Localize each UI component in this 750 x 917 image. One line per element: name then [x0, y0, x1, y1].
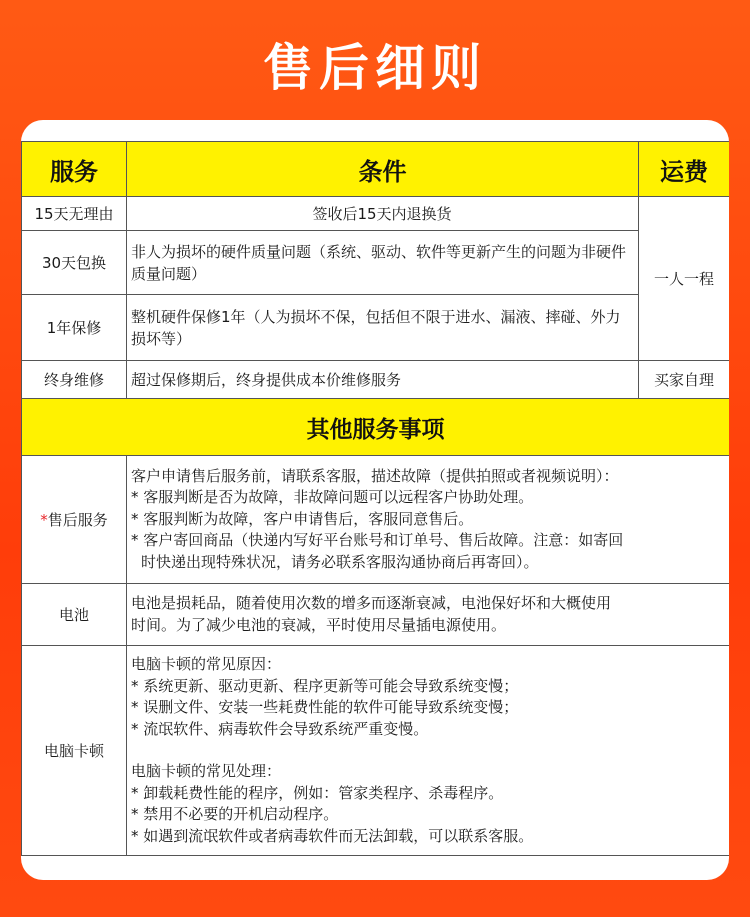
condition-cell: 签收后15天内退换货 [127, 197, 639, 231]
condition-cell: 整机硬件保修1年（人为损坏不保，包括但不限于进水、漏液、摔碰、外力损坏等） [127, 295, 639, 361]
after-sales-detail [127, 456, 730, 584]
table-row [22, 584, 730, 646]
table-row [22, 361, 730, 399]
lag-fixes-title: 电脑卡顿的常见处理： [131, 762, 282, 780]
table-row [22, 231, 730, 295]
table-row [22, 456, 730, 584]
service-cell: 1年保修 [22, 295, 127, 361]
list-item: 时快递出现特殊状况，请务必联系客服沟通协商后再寄回）。 [141, 552, 539, 571]
other-services-header-row [22, 399, 730, 456]
required-star: * [40, 511, 48, 529]
other-services-title: 其他服务事项 [22, 399, 730, 456]
table-row [22, 197, 730, 231]
battery-detail [127, 584, 730, 646]
page-title: 售后细则 [263, 39, 487, 97]
rules-table [21, 141, 729, 856]
list-item: * 客服判断为故障，客户申请售后，客服同意售后。 [131, 509, 474, 528]
service-cell: 终身维修 [22, 361, 127, 399]
condition-cell: 非人为损坏的硬件质量问题（系统、驱动、软件等更新产生的问题为非硬件质量问题） [127, 231, 639, 295]
header-fee: 运费 [639, 142, 730, 197]
battery-label: 电池 [22, 584, 127, 646]
after-sales-intro: 客户申请售后服务前，请联系客服，描述故障（提供拍照或者视频说明）： [131, 466, 619, 485]
spacer [131, 740, 723, 761]
rules-card [21, 120, 729, 880]
list-item: * 卸载耗费性能的程序，例如：管家类程序、杀毒程序。 [131, 783, 504, 802]
list-item: * 客服判断是否为故障，非故障问题可以远程客户协助处理。 [131, 488, 534, 507]
table-row [22, 295, 730, 361]
shared-fee-cell: 一人一程 [639, 197, 730, 361]
lag-label: 电脑卡顿 [22, 646, 127, 856]
list-item: * 如遇到流氓软件或者病毒软件而无法卸载，可以联系客服。 [131, 826, 534, 845]
table-header-row [22, 142, 730, 197]
service-cell: 15天无理由 [22, 197, 127, 231]
condition-cell: 超过保修期后，终身提供成本价维修服务 [127, 361, 639, 399]
header-condition: 条件 [127, 142, 639, 197]
list-item: * 禁用不必要的开机启动程序。 [131, 805, 339, 823]
list-item: * 客户寄回商品（快递内写好平台账号和订单号、售后故障。注意：如寄回 [131, 531, 624, 550]
fee-cell: 买家自理 [639, 361, 730, 399]
header-service: 服务 [22, 142, 127, 197]
battery-line: 电池是损耗品，随着使用次数的增多而逐渐衰减，电池保好坏和大概使用 [131, 594, 612, 612]
table-row [22, 646, 730, 856]
after-sales-label: 售后服务 [47, 511, 108, 529]
lag-causes-title: 电脑卡顿的常见原因： [131, 655, 282, 673]
battery-line: 时间。为了减少电池的衰减，平时使用尽量插电源使用。 [131, 615, 507, 634]
after-sales-label-cell [22, 456, 127, 584]
list-item: * 系统更新、驱动更新、程序更新等可能会导致系统变慢； [131, 676, 519, 695]
list-item: * 误删文件、安装一些耗费性能的软件可能导致系统变慢； [131, 698, 519, 716]
list-item: * 流氓软件、病毒软件会导致系统严重变慢。 [131, 719, 429, 738]
service-cell: 30天包换 [22, 231, 127, 295]
lag-detail [127, 646, 730, 856]
